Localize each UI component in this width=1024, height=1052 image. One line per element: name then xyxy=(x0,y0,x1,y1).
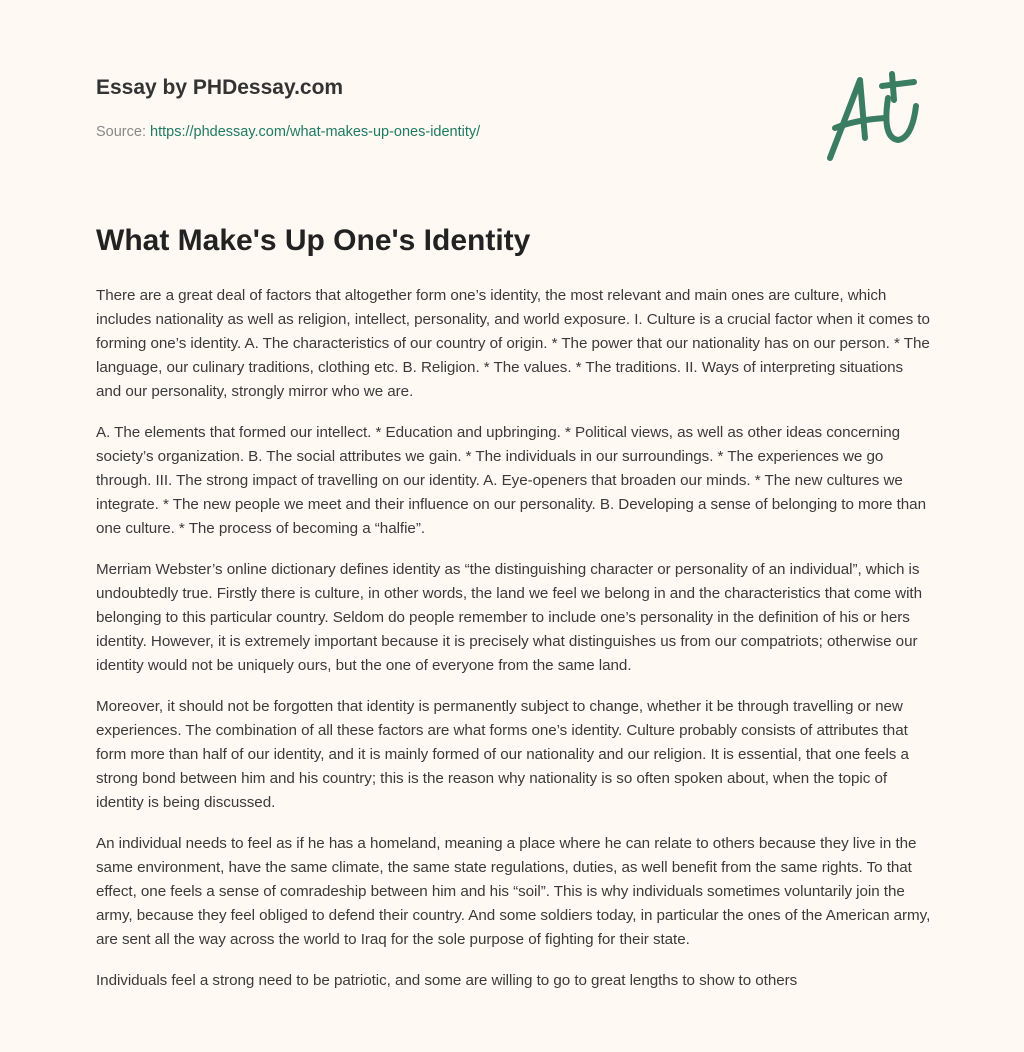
source-line xyxy=(96,124,480,140)
source-label: Source: xyxy=(96,124,146,140)
paragraph: There are a great deal of factors that altogether form one’s identity, the most relevant and main ones are culture, which includes nationality as well as religion, intellect, personality, and world exposure. I. Culture is a crucial factor when it comes to forming one’s identity. A. The characteristics of our country of origin. * The power that our nationality has on our person. * The language, our culinary traditions, clothing etc. B. Religion. * The values. * The traditions. II. Ways of interpreting situations and our personality, strongly mirror who we are. xyxy=(96,287,930,400)
site-title: Essay by PHDessay.com xyxy=(96,76,344,99)
paragraph: Individuals feel a strong need to be patriotic, and some are willing to go to great lengths to show to others xyxy=(96,972,798,989)
source-link[interactable]: https://phdessay.com/what-makes-up-ones-identity/ xyxy=(150,124,481,140)
paragraph: An individual needs to feel as if he has a homeland, meaning a place where he can relate to others because they live in the same environment, have the same climate, the same state regulations, duties, as well benefit from the same rights. To that effect, one feels a sense of comradeship between him and his “soil”. This is why individuals sometimes voluntarily join the army, because they feel obliged to defend their country. And some soldiers today, in particular the ones of the American army, are sent all the way across the world to Iraq for the sole purpose of fighting for their state. xyxy=(96,835,931,948)
paragraph: A. The elements that formed our intellect. * Education and upbringing. * Political views, as well as other ideas concerning society’s organization. B. The social attributes we gain. * The individuals in our surroundings. * The experiences we go through. III. The strong impact of travelling on our identity. A. Eye-openers that broaden our minds. * The new cultures we integrate. * The new people we meet and their influence on our personality. B. Developing a sense of belonging to more than one culture. * The process of becoming a “halfie”. xyxy=(96,424,926,537)
paragraph: Merriam Webster’s online dictionary defines identity as “the distinguishing character or personality of an individual”, which is undoubtedly true. Firstly there is culture, in other words, the land we feel we belong in and the characteristics that come with belonging to this particular country. Seldom do people remember to include one’s personality in the definition of his or hers identity. However, it is extremely important because it is precisely what distinguishes us from our compatriots; otherwise our identity would not be uniquely ours, but the one of everyone from the same land. xyxy=(96,561,922,674)
article-title: What Make's Up One's Identity xyxy=(96,224,531,257)
paragraph: Moreover, it should not be forgotten that identity is permanently subject to change, whether it be through travelling or new experiences. The combination of all these factors are what forms one’s identity. Culture probably consists of attributes that form more than half of our identity, and it is mainly formed of our nationality and our religion. It is essential, that one feels a strong bond between him and his country; this is the reason why nationality is so often spoken about, when the topic of identity is being discussed. xyxy=(96,698,909,811)
a-plus-logo-icon xyxy=(820,68,930,168)
article-body xyxy=(96,284,932,1010)
